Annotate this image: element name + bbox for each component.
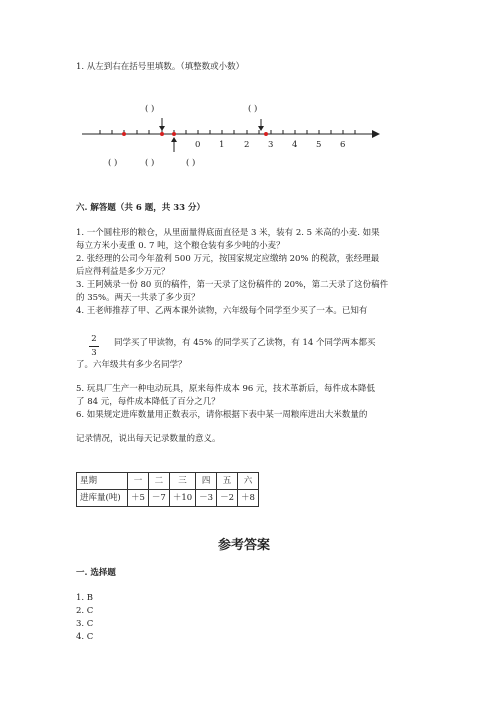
table-header-row [77,473,259,490]
point-marker-4 [264,132,268,136]
grain-record-table [76,472,259,507]
table-cell: ＋8 [238,490,259,507]
fraction-two-thirds [89,334,99,358]
table-cell: ＋5 [128,490,149,507]
problem1-line2: 每立方米小麦重 0. 7 吨，这个粮仓装有多少吨的小麦？ [76,241,285,251]
answers-section-title: 一. 选择题 [76,568,116,578]
problem4-line1: 4. 王老师推荐了甲、乙两本课外读物，六年级每个同学至少买了一本。已知有 [76,306,368,316]
number-line-ticks [100,130,355,134]
up-arrow [171,137,177,152]
table-header-cell: 三 [169,473,195,490]
table-cell: －7 [148,490,169,507]
table-header-cell: 一 [128,473,149,490]
answers-title: 参考答案 [218,538,271,553]
problem5-line1: 5. 玩具厂生产一种电动玩具，原来每件成本 96 元，技术革新后，每件成本降低 [76,384,376,394]
upper-bracket-1: ( ) [145,104,155,114]
section6-title: 六. 解答题（共 6 题，共 33 分） [76,203,205,213]
down-arrow-2 [258,119,264,131]
problem3-line2: 的 35%。两天一共录了多少页？ [76,293,200,303]
problem5-line2: 了 84 元，每件成本降低了百分之几？ [76,397,220,407]
point-marker-1 [122,132,126,136]
table-cell: ＋10 [169,490,195,507]
tick-label-3: 3 [268,140,274,150]
table-cell: －3 [196,490,217,507]
tick-label-4: 4 [292,140,298,150]
upper-bracket-2: ( ) [248,104,258,114]
tick-label-1: 1 [219,140,225,150]
table-cell: －2 [217,490,238,507]
point-marker-3 [172,132,176,136]
table-row [77,490,259,507]
table-header-cell: 星期 [77,473,128,490]
table-header-cell: 五 [217,473,238,490]
answer-item: 2. C [76,606,94,616]
q1-text: 1. 从左到右在括号里填数。（填整数或小数） [76,62,245,72]
table-header-cell: 二 [148,473,169,490]
problem6-line1: 6. 如果规定进库数量用正数表示，请你根据下表中某一周粮库进出大米数量的 [76,410,368,420]
table-header-cell: 四 [196,473,217,490]
answer-item: 1. B [76,593,94,603]
problem4-line3: 了。六年级共有多少名同学？ [76,360,187,370]
lower-bracket-3: ( ) [186,158,196,168]
tick-label-6: 6 [340,140,346,150]
problem4-line2: 同学买了甲读物，有 45% 的同学买了乙读物，有 14 个同学两本都买 [114,338,376,348]
lower-bracket-1: ( ) [108,158,118,168]
problem2-line2: 后应得利益是多少万元？ [76,267,170,277]
down-arrow-1 [159,118,165,131]
number-line-arrowhead [372,130,380,138]
problem2-line1: 2. 张经理的公司今年盈利 500 万元，按国家规定应缴纳 20% 的税款，张经理最 [76,254,380,264]
answer-item: 3. C [76,619,94,629]
table-cell: 进库量(吨) [77,490,128,507]
answer-item: 4. C [76,632,94,642]
tick-label-0: 0 [195,140,201,150]
problem6-line2: 记录情况，说出每天记录数量的意义。 [76,434,221,444]
tick-label-5: 5 [316,140,322,150]
fraction-numerator: 2 [91,334,97,344]
problem3-line1: 3. 王阿姨录一份 80 页的稿件，第一天录了这份稿件的 20%，第二天录了这份稿件 [76,280,389,290]
table-header-cell: 六 [238,473,259,490]
number-line-figure [0,0,500,180]
fraction-denominator: 3 [91,347,97,358]
tick-label-2: 2 [244,140,250,150]
lower-bracket-2: ( ) [145,158,155,168]
problem1-line1: 1. 一个圆柱形的粮仓，从里面量得底面直径是 3 米，装有 2. 5 米高的小麦. 如果 [76,228,380,238]
point-marker-2 [160,132,164,136]
